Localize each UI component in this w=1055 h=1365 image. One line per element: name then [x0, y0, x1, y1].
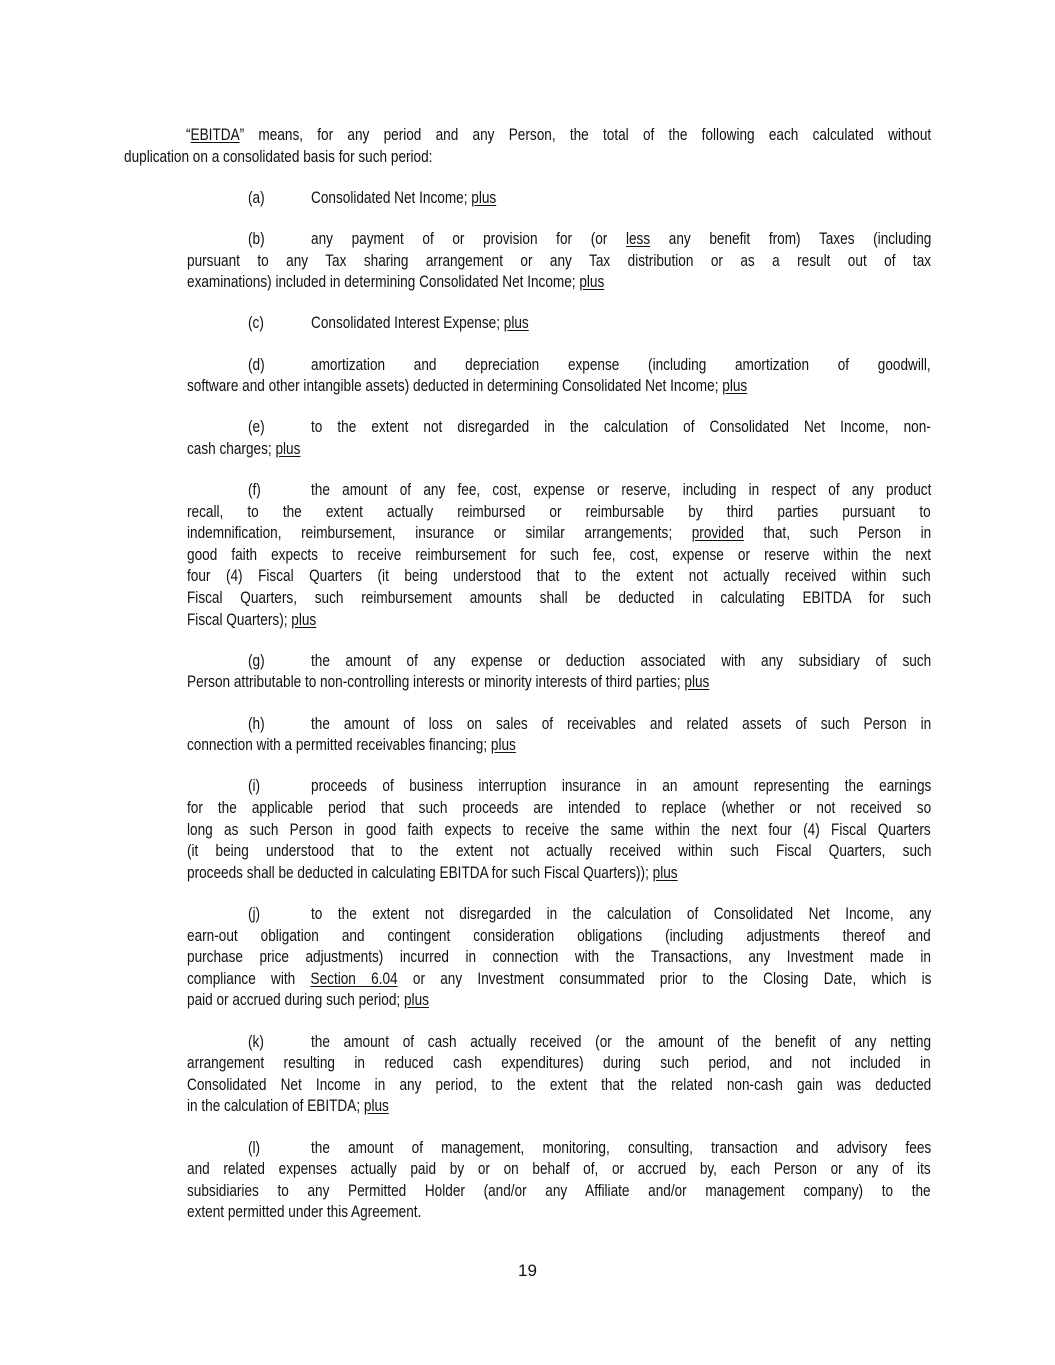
clause-e — [0, 416, 1055, 459]
line-text — [187, 501, 931, 523]
line-text — [187, 1052, 931, 1074]
text-segment: Fiscal Quarters, such reimbursement amounts shall be deducted in calculating EBITDA for such — [187, 588, 932, 608]
line-text — [187, 565, 931, 587]
line-text — [311, 1031, 931, 1053]
text-line — [0, 1031, 1055, 1053]
text-segment: extent permitted under this Agreement. — [187, 1202, 422, 1222]
clause-label: (a) — [248, 187, 265, 207]
text-line — [0, 840, 1055, 862]
text-segment: pursuant to any Tax sharing arrangement or any Tax distribution or as a result out of tax — [187, 250, 932, 270]
document-body — [0, 124, 1055, 1242]
line-text — [187, 1095, 389, 1117]
text-line — [0, 124, 1055, 146]
line-text — [187, 734, 516, 756]
text-segment: (it being understood that to the extent not actually received within such Fiscal Quarters, such — [187, 841, 932, 861]
page-number: 19 — [518, 1261, 537, 1280]
text-segment: and related expenses actually paid by or on behalf of, or accrued by, each Person or any of its — [187, 1159, 931, 1179]
text-segment: connection with a permitted receivables financing; — [187, 735, 491, 755]
clause-f — [0, 479, 1055, 630]
line-text — [187, 271, 604, 293]
text-segment: in the calculation of EBITDA; — [187, 1096, 364, 1116]
text-segment: good faith expects to receive reimbursement for such fee, cost, expense or reserve within the next — [187, 544, 932, 564]
line-text — [187, 609, 316, 631]
text-segment: the amount of cash actually received (or the amount of the benefit of any netting — [311, 1031, 932, 1051]
underlined-term: plus — [503, 313, 529, 333]
underlined-term: plus — [275, 438, 301, 458]
line-text — [187, 522, 931, 544]
text-line — [0, 1180, 1055, 1202]
line-text — [311, 479, 931, 501]
text-line — [0, 925, 1055, 947]
line-text — [187, 375, 747, 397]
text-segment: Consolidated Net Income in any period, to the extent that the related non-cash gain was deducted — [187, 1074, 932, 1094]
text-segment: duplication on a consolidated basis for such period: — [124, 146, 433, 166]
text-segment: examinations) included in determining Consolidated Net Income; — [187, 272, 580, 292]
text-segment: to the extent not disregarded in the calculation of Consolidated Net Income, non- — [311, 417, 931, 437]
text-line — [0, 650, 1055, 672]
line-text — [187, 797, 931, 819]
clause-label: (l) — [248, 1137, 261, 1157]
text-line — [0, 968, 1055, 990]
text-segment: the amount of any fee, cost, expense or reserve, including in respect of any product — [311, 480, 932, 500]
text-segment: cash charges; — [187, 438, 276, 458]
text-line — [0, 1052, 1055, 1074]
text-segment: the amount of any expense or deduction associated with any subsidiary of such — [311, 650, 932, 670]
underlined-term: less — [625, 228, 651, 248]
text-segment: proceeds of business interruption insurance in an amount representing the earnings — [311, 776, 932, 796]
text-line — [0, 1074, 1055, 1096]
text-segment: amortization and depreciation expense (including amortization of goodwill, — [311, 354, 931, 374]
line-text — [311, 312, 529, 334]
text-line — [0, 375, 1055, 397]
text-segment: earn-out obligation and contingent consideration obligations (including adjustments thereof and — [187, 925, 931, 945]
text-line — [0, 1137, 1055, 1159]
text-segment: paid or accrued during such period; — [187, 990, 404, 1010]
text-line — [0, 797, 1055, 819]
clause-g — [0, 650, 1055, 693]
line-text — [187, 587, 931, 609]
underlined-term: plus — [471, 187, 497, 207]
text-line — [0, 187, 1055, 209]
text-line — [0, 671, 1055, 693]
line-text — [311, 228, 931, 250]
clause-label: (k) — [248, 1031, 264, 1051]
underlined-term: plus — [684, 672, 710, 692]
text-segment: for the applicable period that such proceeds are intended to replace (whether or not received so — [187, 798, 932, 817]
text-segment: any payment of or provision for (or — [311, 228, 626, 248]
text-segment: long as such Person in good faith expects to receive the same within the next four (4) Fiscal Quarters — [187, 819, 931, 839]
text-line — [0, 565, 1055, 587]
text-line — [0, 989, 1055, 1011]
text-segment: Fiscal Quarters); — [187, 609, 292, 629]
clause-label: (g) — [248, 650, 265, 670]
line-text — [187, 438, 300, 460]
line-text — [311, 187, 496, 209]
text-line — [0, 1201, 1055, 1223]
clause-k — [0, 1031, 1055, 1117]
text-line — [0, 271, 1055, 293]
underlined-term: plus — [363, 1096, 389, 1116]
text-segment: indemnification, reimbursement, insurance or similar arrangements; — [187, 523, 692, 543]
clause-label: (c) — [248, 313, 264, 333]
text-line — [0, 544, 1055, 566]
line-text — [311, 713, 931, 735]
line-text — [187, 819, 931, 841]
line-text — [311, 903, 931, 925]
line-text — [187, 544, 931, 566]
clause-label: (j) — [248, 903, 261, 923]
underlined-term: plus — [291, 609, 317, 629]
text-line — [0, 522, 1055, 544]
line-text — [187, 250, 931, 272]
text-line — [0, 146, 1055, 168]
text-segment: recall, to the extent actually reimbursed or reimbursable by third parties pursuant to — [187, 501, 931, 521]
text-segment: the amount of management, monitoring, consulting, transaction and advisory fees — [311, 1137, 932, 1157]
clause-d — [0, 354, 1055, 397]
text-line — [0, 250, 1055, 272]
text-segment: Person attributable to non-controlling interests or minority interests of third parties; — [187, 672, 685, 692]
clause-b — [0, 228, 1055, 293]
text-line — [0, 501, 1055, 523]
text-segment: to the extent not disregarded in the calculation of Consolidated Net Income, any — [311, 903, 932, 923]
line-text — [186, 124, 931, 146]
text-line — [0, 862, 1055, 884]
text-line — [0, 946, 1055, 968]
underlined-term: plus — [579, 272, 605, 292]
text-segment: Consolidated Net Income; — [311, 187, 472, 207]
text-line — [0, 609, 1055, 631]
line-text — [187, 946, 931, 968]
text-line — [0, 354, 1055, 376]
text-line — [0, 228, 1055, 250]
text-segment: the amount of loss on sales of receivables and related assets of such Person in — [311, 713, 932, 733]
line-text — [187, 989, 429, 1011]
clause-label: (d) — [248, 354, 265, 374]
line-text — [187, 968, 931, 990]
underlined-term: plus — [490, 735, 516, 755]
underlined-term: plus — [403, 990, 429, 1010]
line-text — [311, 1137, 931, 1159]
clause-l — [0, 1137, 1055, 1223]
line-text — [311, 775, 931, 797]
text-segment: subsidiaries to any Permitted Holder (and/or any Affiliate and/or management company) to the — [187, 1180, 931, 1200]
text-segment: Consolidated Interest Expense; — [311, 313, 504, 333]
text-line — [0, 819, 1055, 841]
text-line — [0, 713, 1055, 735]
text-segment: or any Investment consummated prior to the Closing Date, which is — [397, 968, 932, 988]
clause-label: (b) — [248, 228, 265, 248]
line-text — [187, 840, 931, 862]
text-segment: any benefit from) Taxes (including — [650, 228, 932, 248]
line-text — [311, 650, 931, 672]
line-text — [311, 416, 931, 438]
clause-h — [0, 713, 1055, 756]
text-line — [0, 587, 1055, 609]
clause-j — [0, 903, 1055, 1011]
text-segment: “ — [186, 125, 191, 144]
text-line — [0, 438, 1055, 460]
clause-i — [0, 775, 1055, 883]
text-segment: ” means, for any period and any Person, the total of the following each calculated without — [239, 125, 932, 144]
text-segment: compliance with — [187, 968, 311, 988]
line-text — [187, 1074, 931, 1096]
text-line — [0, 903, 1055, 925]
text-line — [0, 775, 1055, 797]
line-text — [187, 862, 678, 884]
text-line — [0, 1095, 1055, 1117]
text-line — [0, 1158, 1055, 1180]
line-text — [187, 1180, 931, 1202]
text-line — [0, 479, 1055, 501]
text-segment: arrangement resulting in reduced cash expenditures) during such period, and not included in — [187, 1053, 931, 1073]
clause-label: (e) — [248, 417, 265, 437]
line-text — [187, 1158, 931, 1180]
clause-c — [0, 312, 1055, 334]
line-text — [187, 671, 709, 693]
clause-label: (f) — [248, 480, 261, 500]
text-line — [0, 416, 1055, 438]
underlined-term: plus — [722, 376, 748, 396]
text-segment: purchase price adjustments) incurred in connection with the Transactions, any Investment made in — [187, 947, 931, 967]
clause-a — [0, 187, 1055, 209]
text-segment: software and other intangible assets) deducted in determining Consolidated Net Income; — [187, 376, 723, 396]
text-segment: proceeds shall be deducted in calculating EBITDA for such Fiscal Quarters)); — [187, 862, 653, 882]
text-segment: that, such Person in — [743, 523, 932, 543]
clause-label: (i) — [248, 776, 261, 796]
underlined-term: Section 6.04 — [310, 968, 398, 988]
underlined-term: provided — [691, 523, 744, 543]
line-text — [311, 354, 931, 376]
clause-label: (h) — [248, 713, 265, 733]
underlined-term: EBITDA — [190, 125, 240, 144]
text-segment: four (4) Fiscal Quarters (it being understood that to the extent not actually received within such — [187, 566, 931, 586]
text-line — [0, 734, 1055, 756]
line-text — [124, 146, 432, 168]
definition-paragraph — [0, 124, 1055, 167]
underlined-term: plus — [652, 862, 678, 882]
line-text — [187, 925, 931, 947]
text-line — [0, 312, 1055, 334]
line-text — [187, 1201, 421, 1223]
